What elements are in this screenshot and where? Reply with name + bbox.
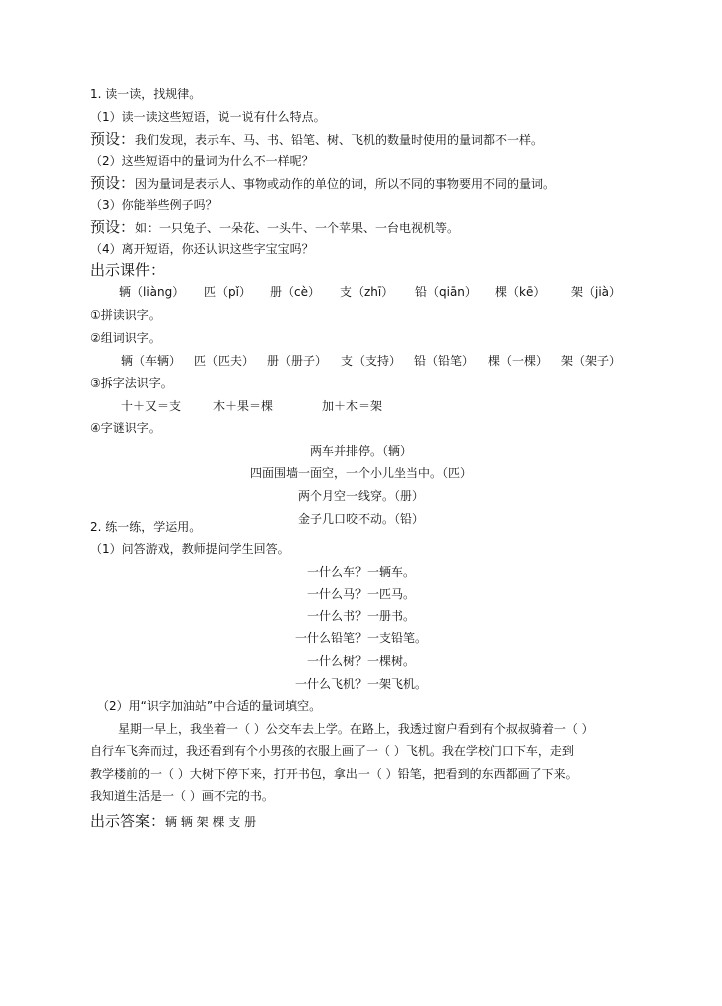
paragraph-line: 教学楼前的一（ ）大树下停下来，打开书包，拿出一（ ）铅笔，把看到的东西都画了下来。 <box>90 767 578 781</box>
split-item: 木＋果＝棵 <box>213 399 274 413</box>
riddle-line: 两个月空一线穿。（册） <box>297 489 424 503</box>
preset-label: 预设： <box>90 218 136 236</box>
qa-line: 一什么铅笔？一支铅笔。 <box>294 631 427 645</box>
courseware-label: 出示课件： <box>90 261 166 279</box>
riddle-line: 金子几口咬不动。（铅） <box>297 512 424 526</box>
preset-text: 我们发现，表示车、马、书、铅笔、树、飞机的数量时使用的量词都不一样。 <box>135 133 544 147</box>
qa-line: 一什么书？一册书。 <box>306 609 415 623</box>
method-1: ①拼读识字。 <box>90 308 161 322</box>
answer-line <box>90 814 256 829</box>
method-3: ③拆字法识字。 <box>90 376 173 390</box>
word-item: 支（支持） <box>341 354 402 368</box>
pinyin-item: 铅（qiān） <box>415 285 477 299</box>
paragraph-line: 我知道生活是一（ ）画不完的书。 <box>90 789 274 803</box>
word-item: 铅（铅笔） <box>414 354 475 368</box>
preset-text: 如：一只兔子、一朵花、一头牛、一个苹果、一台电视机等。 <box>135 221 460 235</box>
pinyin-item: 架（jià） <box>571 285 622 299</box>
question-3: （3）你能举些例子吗？ <box>90 198 218 212</box>
pinyin-item: 棵（kē） <box>495 285 546 299</box>
paragraph-line: 自行车飞奔而过，我还看到有个小男孩的衣服上画了一（ ）飞机。我在学校门口下车，走到 <box>90 744 574 758</box>
pinyin-item: 支（zhī） <box>340 285 394 299</box>
answer-text: 辆 辆 架 棵 支 册 <box>165 815 257 829</box>
word-item: 辆（车辆） <box>121 354 182 368</box>
exercise-1: （1）问答游戏，教师提问学生回答。 <box>90 542 290 556</box>
split-item: 加＋木＝架 <box>322 399 383 413</box>
section1-heading: 1. 读一读，找规律。 <box>90 87 202 101</box>
word-item: 棵（一棵） <box>488 354 549 368</box>
word-item: 册（册子） <box>267 354 328 368</box>
split-item: 十＋又＝支 <box>121 399 182 413</box>
preset-label: 预设： <box>90 130 136 148</box>
word-item: 匹（匹夫） <box>194 354 255 368</box>
preset-text: 因为量词是表示人、事物或动作的单位的词，所以不同的事物要用不同的量词。 <box>135 177 556 191</box>
question-2: （2）这些短语中的量词为什么不一样呢？ <box>90 154 314 168</box>
riddle-line: 两车并排停。（辆） <box>309 444 412 458</box>
paragraph-line: 星期一早上，我坐着一（ ）公交车去上学。在路上，我透过窗户看到有个叔叔骑着一（ ） <box>118 722 594 736</box>
pinyin-item: 辆（liàng） <box>119 285 185 299</box>
pinyin-item: 匹（pǐ） <box>204 285 251 299</box>
qa-line: 一什么树？一棵树。 <box>306 654 415 668</box>
preset-3 <box>90 220 459 235</box>
question-1: （1）读一读这些短语，说一说有什么特点。 <box>90 110 326 124</box>
pinyin-item: 册（cè） <box>270 285 320 299</box>
qa-line: 一什么车？一辆车。 <box>306 565 415 579</box>
word-item: 架（架子） <box>561 354 622 368</box>
qa-line: 一什么马？一匹马。 <box>306 587 415 601</box>
preset-label: 预设： <box>90 174 136 192</box>
method-2: ②组词识字。 <box>90 331 161 345</box>
answer-label: 出示答案： <box>90 812 166 830</box>
method-4: ④字谜识字。 <box>90 421 161 435</box>
preset-2 <box>90 176 555 191</box>
question-4: （4）离开短语，你还认识这些字宝宝吗？ <box>90 242 314 256</box>
section2-heading: 2. 练一练，学运用。 <box>90 520 202 534</box>
riddle-line: 四面围墙一面空，一个小儿坐当中。（匹） <box>249 466 472 480</box>
exercise-2: （2）用“识字加油站”中合适的量词填空。 <box>97 699 322 713</box>
qa-line: 一什么飞机？一架飞机。 <box>294 677 427 691</box>
preset-1 <box>90 132 543 147</box>
